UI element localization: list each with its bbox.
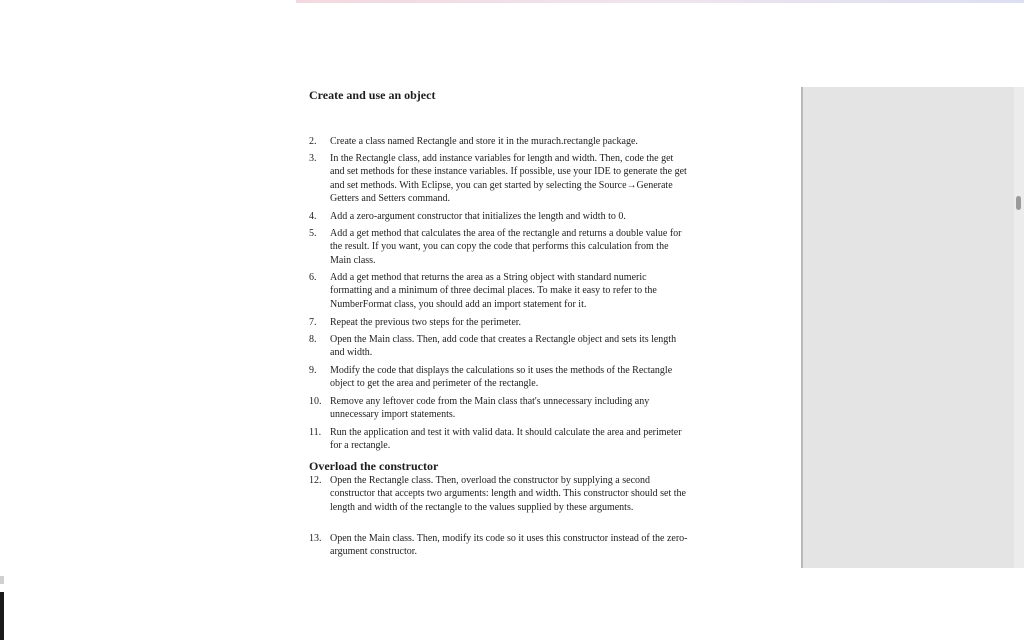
item-number: 8. xyxy=(309,334,317,345)
item-number: 6. xyxy=(309,272,317,283)
item-number: 13. xyxy=(309,533,322,544)
item-number: 10. xyxy=(309,396,322,407)
scrollbar-thumb[interactable] xyxy=(1016,196,1021,210)
item-text: Open the Rectangle class. Then, overload the constructor by supplying a second constructor that accepts two arguments: length and width. This constructor should set the length and width of the rectangle to the values supplied by these arguments. xyxy=(330,475,686,513)
item-number: 11. xyxy=(309,427,322,438)
item-number: 2. xyxy=(309,136,317,147)
item-number: 4. xyxy=(309,211,317,222)
item-number: 9. xyxy=(309,365,317,376)
item-text: Add a get method that calculates the area of the rectangle and returns a double value for the result. If you want, you can copy the code that performs this calculation from the Main class. xyxy=(330,228,682,266)
item-text: Repeat the previous two steps for the perimeter. xyxy=(330,317,522,328)
item-text: Modify the code that displays the calculations so it uses the methods of the Rectangle object to get the area and perimeter of the rectangle. xyxy=(330,365,673,390)
item-text: Add a get method that returns the area as a String object with standard numeric formatting and a minimum of three decimal places. To make it easy to refer to the NumberFormat class, you should add an import statement for it. xyxy=(330,272,657,310)
item-text: Create a class named Rectangle and store it in the murach.rectangle package. xyxy=(330,136,638,147)
item-number: 7. xyxy=(309,317,317,328)
item-text: Run the application and test it with valid data. It should calculate the area and perimeter for a rectangle. xyxy=(330,427,682,452)
top-color-strip xyxy=(296,0,1024,3)
item-number: 12. xyxy=(309,475,322,486)
item-text: Open the Main class. Then, modify its code so it uses this constructor instead of the zero-argument constructor. xyxy=(330,533,688,558)
section-heading-overload-constructor: Overload the constructor xyxy=(309,459,439,473)
item-number: 3. xyxy=(309,153,317,164)
item-text: Add a zero-argument constructor that initializes the length and width to 0. xyxy=(330,211,626,222)
item-text: In the Rectangle class, add instance variables for length and width. Then, code the get and set methods for these instance variables. If possible, use your IDE to generate the get and set methods. With Eclipse, you can get started by selecting the Source→Generate Getters and Setters command. xyxy=(330,153,687,204)
section-heading-create-object: Create and use an object xyxy=(309,88,436,102)
scrollbar-track[interactable] xyxy=(1014,87,1024,568)
item-number: 5. xyxy=(309,228,317,239)
side-panel xyxy=(801,87,1017,568)
item-text: Open the Main class. Then, add code that creates a Rectangle object and sets its length and width. xyxy=(330,334,677,359)
left-edge-gap xyxy=(0,576,4,584)
item-text: Remove any leftover code from the Main class that's unnecessary including any unnecessary import statements. xyxy=(330,396,650,421)
left-edge-marker xyxy=(0,592,4,640)
